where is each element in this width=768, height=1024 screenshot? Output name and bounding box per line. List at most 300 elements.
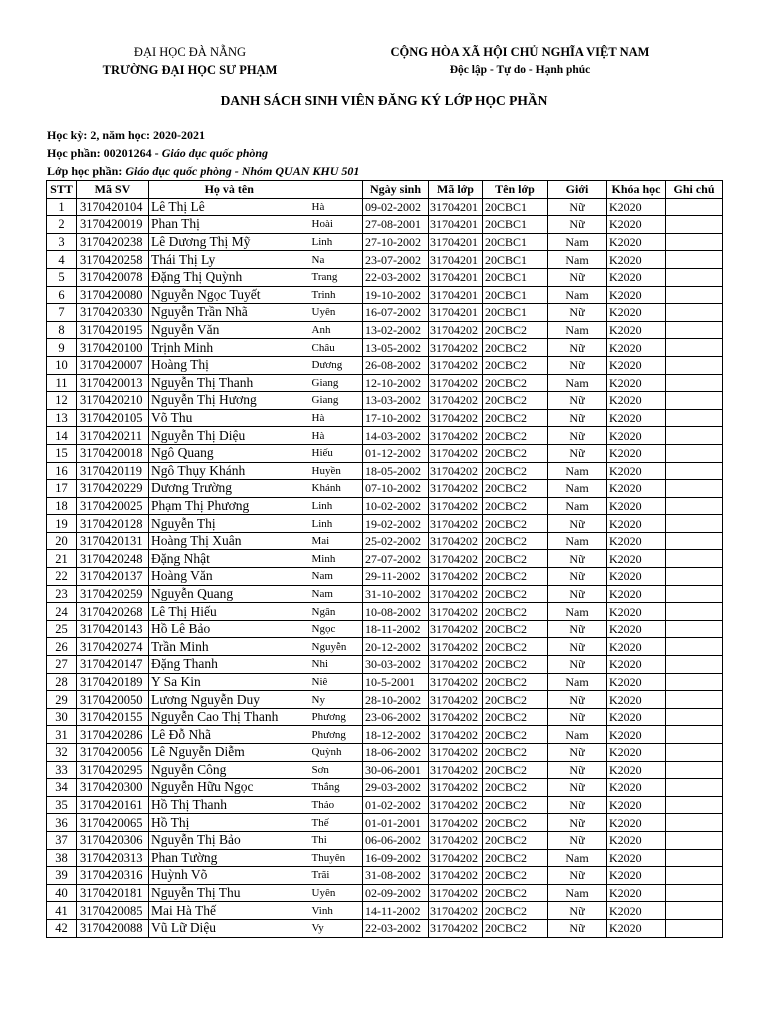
table-row [47, 198, 723, 216]
cell-ho-dem: Nguyễn Cao Thị Thanh [149, 708, 310, 726]
cell-stt: 9 [47, 339, 77, 357]
cell-gioi: Nữ [548, 268, 607, 286]
cell-gioi: Nữ [548, 444, 607, 462]
cell-ghichu [666, 321, 723, 339]
cell-malop: 31704202 [429, 374, 483, 392]
cell-masv: 3170420147 [77, 656, 149, 674]
cell-stt: 35 [47, 796, 77, 814]
cell-ngaysinh: 14-03-2002 [363, 427, 429, 445]
cell-tenlop: 20CBC2 [483, 462, 548, 480]
cell-gioi: Nam [548, 603, 607, 621]
cell-tenlop: 20CBC2 [483, 620, 548, 638]
cell-malop: 31704202 [429, 515, 483, 533]
cell-ho-dem: Nguyễn Thị Bảo [149, 831, 310, 849]
cell-tenlop: 20CBC2 [483, 585, 548, 603]
cell-khoahoc: K2020 [607, 867, 666, 885]
cell-malop: 31704202 [429, 356, 483, 374]
table-row [47, 409, 723, 427]
cell-gioi: Nam [548, 849, 607, 867]
cell-masv: 3170420259 [77, 585, 149, 603]
cell-ten: Mai [310, 532, 363, 550]
cell-ho-dem: Ngô Thụy Khánh [149, 462, 310, 480]
cell-malop: 31704202 [429, 620, 483, 638]
cell-khoahoc: K2020 [607, 919, 666, 937]
cell-masv: 3170420078 [77, 268, 149, 286]
cell-khoahoc: K2020 [607, 497, 666, 515]
cell-khoahoc: K2020 [607, 568, 666, 586]
cell-ghichu [666, 497, 723, 515]
cell-khoahoc: K2020 [607, 515, 666, 533]
cell-stt: 15 [47, 444, 77, 462]
cell-stt: 27 [47, 656, 77, 674]
cell-masv: 3170420300 [77, 779, 149, 797]
cell-ho-dem: Nguyễn Quang [149, 585, 310, 603]
cell-khoahoc: K2020 [607, 427, 666, 445]
cell-ho-dem: Ngô Quang [149, 444, 310, 462]
cell-stt: 33 [47, 761, 77, 779]
cell-tenlop: 20CBC2 [483, 902, 548, 920]
cell-masv: 3170420316 [77, 867, 149, 885]
cell-ghichu [666, 216, 723, 234]
cell-ten: Vy [310, 919, 363, 937]
cell-gioi: Nữ [548, 550, 607, 568]
cell-tenlop: 20CBC2 [483, 867, 548, 885]
cell-masv: 3170420238 [77, 233, 149, 251]
cell-ho-dem: Lê Dương Thị Mỹ [149, 233, 310, 251]
cell-ngaysinh: 01-12-2002 [363, 444, 429, 462]
cell-masv: 3170420181 [77, 884, 149, 902]
cell-tenlop: 20CBC2 [483, 409, 548, 427]
table-row [47, 867, 723, 885]
class-info [47, 164, 359, 179]
cell-masv: 3170420131 [77, 532, 149, 550]
university-name: ĐẠI HỌC ĐÀ NẴNG [133, 45, 247, 59]
cell-gioi: Nữ [548, 867, 607, 885]
cell-tenlop: 20CBC2 [483, 884, 548, 902]
cell-stt: 32 [47, 744, 77, 762]
cell-ho-dem: Hồ Lê Bảo [149, 620, 310, 638]
cell-ghichu [666, 251, 723, 269]
cell-ho-dem: Nguyễn Thị Thu [149, 884, 310, 902]
cell-malop: 31704202 [429, 585, 483, 603]
course-value: Giáo dục quốc phòng [161, 146, 269, 160]
cell-ghichu [666, 462, 723, 480]
cell-masv: 3170420295 [77, 761, 149, 779]
cell-ten: Trang [310, 268, 363, 286]
cell-khoahoc: K2020 [607, 673, 666, 691]
cell-stt: 12 [47, 392, 77, 410]
cell-khoahoc: K2020 [607, 374, 666, 392]
cell-tenlop: 20CBC2 [483, 691, 548, 709]
cell-stt: 24 [47, 603, 77, 621]
col-gioi: Giới [548, 181, 607, 199]
cell-gioi: Nữ [548, 392, 607, 410]
cell-khoahoc: K2020 [607, 726, 666, 744]
cell-malop: 31704202 [429, 568, 483, 586]
table-row [47, 849, 723, 867]
cell-ngaysinh: 01-01-2001 [363, 814, 429, 832]
cell-ngaysinh: 01-02-2002 [363, 796, 429, 814]
cell-gioi: Nam [548, 532, 607, 550]
table-row [47, 796, 723, 814]
cell-ho-dem: Lê Thị Hiếu [149, 603, 310, 621]
cell-khoahoc: K2020 [607, 356, 666, 374]
cell-khoahoc: K2020 [607, 585, 666, 603]
cell-khoahoc: K2020 [607, 656, 666, 674]
cell-stt: 26 [47, 638, 77, 656]
cell-ngaysinh: 19-10-2002 [363, 286, 429, 304]
table-row [47, 779, 723, 797]
cell-tenlop: 20CBC2 [483, 814, 548, 832]
cell-gioi: Nữ [548, 427, 607, 445]
cell-ho-dem: Phạm Thị Phương [149, 497, 310, 515]
cell-ghichu [666, 304, 723, 322]
class-label: Lớp học phần: [47, 164, 126, 178]
cell-ghichu [666, 550, 723, 568]
cell-stt: 37 [47, 831, 77, 849]
table-row [47, 691, 723, 709]
cell-ghichu [666, 603, 723, 621]
table-row [47, 286, 723, 304]
cell-masv: 3170420104 [77, 198, 149, 216]
cell-ngaysinh: 13-03-2002 [363, 392, 429, 410]
cell-khoahoc: K2020 [607, 691, 666, 709]
cell-masv: 3170420268 [77, 603, 149, 621]
cell-gioi: Nữ [548, 919, 607, 937]
cell-malop: 31704202 [429, 867, 483, 885]
cell-ngaysinh: 16-09-2002 [363, 849, 429, 867]
table-row [47, 831, 723, 849]
cell-ghichu [666, 884, 723, 902]
cell-tenlop: 20CBC2 [483, 550, 548, 568]
cell-gioi: Nữ [548, 198, 607, 216]
cell-masv: 3170420007 [77, 356, 149, 374]
cell-ngaysinh: 16-07-2002 [363, 304, 429, 322]
cell-tenlop: 20CBC2 [483, 779, 548, 797]
cell-masv: 3170420018 [77, 444, 149, 462]
col-masv: Mã SV [77, 181, 149, 199]
table-row [47, 216, 723, 234]
cell-stt: 8 [47, 321, 77, 339]
cell-ten: Ngân [310, 603, 363, 621]
cell-malop: 31704201 [429, 216, 483, 234]
cell-masv: 3170420025 [77, 497, 149, 515]
cell-ngaysinh: 09-02-2002 [363, 198, 429, 216]
cell-masv: 3170420189 [77, 673, 149, 691]
cell-ghichu [666, 673, 723, 691]
national-motto [350, 43, 690, 79]
cell-ho-dem: Trần Minh [149, 638, 310, 656]
cell-ngaysinh: 10-5-2001 [363, 673, 429, 691]
cell-tenlop: 20CBC1 [483, 304, 548, 322]
cell-ho-dem: Hoàng Thị [149, 356, 310, 374]
cell-ngaysinh: 20-12-2002 [363, 638, 429, 656]
cell-malop: 31704202 [429, 673, 483, 691]
cell-malop: 31704202 [429, 339, 483, 357]
cell-malop: 31704202 [429, 779, 483, 797]
cell-ten: Anh [310, 321, 363, 339]
cell-ho-dem: Đặng Nhật [149, 550, 310, 568]
cell-stt: 17 [47, 480, 77, 498]
cell-malop: 31704201 [429, 268, 483, 286]
table-row [47, 515, 723, 533]
cell-ghichu [666, 744, 723, 762]
cell-ghichu [666, 374, 723, 392]
cell-ten: Na [310, 251, 363, 269]
cell-khoahoc: K2020 [607, 814, 666, 832]
cell-tenlop: 20CBC2 [483, 708, 548, 726]
cell-masv: 3170420119 [77, 462, 149, 480]
cell-ngaysinh: 29-11-2002 [363, 568, 429, 586]
table-header-row [47, 181, 723, 199]
cell-ten: Huyền [310, 462, 363, 480]
cell-stt: 22 [47, 568, 77, 586]
student-table [46, 180, 723, 938]
cell-ten: Thắng [310, 779, 363, 797]
cell-tenlop: 20CBC2 [483, 796, 548, 814]
cell-ngaysinh: 07-10-2002 [363, 480, 429, 498]
cell-malop: 31704202 [429, 919, 483, 937]
cell-tenlop: 20CBC2 [483, 392, 548, 410]
cell-masv: 3170420274 [77, 638, 149, 656]
col-khoahoc: Khóa học [607, 181, 666, 199]
cell-ghichu [666, 268, 723, 286]
cell-khoahoc: K2020 [607, 638, 666, 656]
cell-khoahoc: K2020 [607, 321, 666, 339]
table-row [47, 603, 723, 621]
cell-malop: 31704202 [429, 796, 483, 814]
cell-ho-dem: Dương Trường [149, 480, 310, 498]
cell-ten: Thế [310, 814, 363, 832]
cell-ghichu [666, 568, 723, 586]
cell-stt: 20 [47, 532, 77, 550]
table-row [47, 427, 723, 445]
cell-ten: Nguyễn [310, 638, 363, 656]
cell-gioi: Nữ [548, 216, 607, 234]
cell-khoahoc: K2020 [607, 532, 666, 550]
cell-khoahoc: K2020 [607, 304, 666, 322]
cell-khoahoc: K2020 [607, 620, 666, 638]
cell-ten: Châu [310, 339, 363, 357]
cell-ngaysinh: 06-06-2002 [363, 831, 429, 849]
cell-gioi: Nữ [548, 339, 607, 357]
table-row [47, 321, 723, 339]
cell-malop: 31704202 [429, 902, 483, 920]
cell-ten: Vinh [310, 902, 363, 920]
cell-ghichu [666, 427, 723, 445]
cell-ghichu [666, 867, 723, 885]
col-ghichu: Ghi chú [666, 181, 723, 199]
cell-masv: 3170420137 [77, 568, 149, 586]
cell-khoahoc: K2020 [607, 849, 666, 867]
cell-ho-dem: Nguyễn Văn [149, 321, 310, 339]
cell-ho-dem: Lê Thị Lê [149, 198, 310, 216]
table-row [47, 620, 723, 638]
cell-tenlop: 20CBC2 [483, 673, 548, 691]
cell-khoahoc: K2020 [607, 409, 666, 427]
cell-malop: 31704202 [429, 409, 483, 427]
cell-masv: 3170420195 [77, 321, 149, 339]
cell-malop: 31704202 [429, 708, 483, 726]
cell-gioi: Nữ [548, 638, 607, 656]
cell-stt: 31 [47, 726, 77, 744]
cell-ghichu [666, 638, 723, 656]
cell-malop: 31704202 [429, 638, 483, 656]
cell-ghichu [666, 585, 723, 603]
cell-gioi: Nam [548, 251, 607, 269]
cell-ghichu [666, 286, 723, 304]
cell-tenlop: 20CBC2 [483, 532, 548, 550]
cell-ngaysinh: 14-11-2002 [363, 902, 429, 920]
cell-tenlop: 20CBC2 [483, 444, 548, 462]
cell-malop: 31704202 [429, 726, 483, 744]
cell-gioi: Nữ [548, 409, 607, 427]
cell-tenlop: 20CBC2 [483, 744, 548, 762]
cell-ho-dem: Nguyễn Công [149, 761, 310, 779]
cell-malop: 31704202 [429, 444, 483, 462]
cell-ho-dem: Phan Tường [149, 849, 310, 867]
cell-malop: 31704201 [429, 251, 483, 269]
cell-tenlop: 20CBC2 [483, 638, 548, 656]
cell-ngaysinh: 18-12-2002 [363, 726, 429, 744]
cell-ngaysinh: 23-07-2002 [363, 251, 429, 269]
semester-info: Học kỳ: 2, năm học: 2020-2021 [47, 128, 205, 142]
cell-gioi: Nữ [548, 656, 607, 674]
cell-stt: 42 [47, 919, 77, 937]
cell-gioi: Nữ [548, 304, 607, 322]
cell-ngaysinh: 18-05-2002 [363, 462, 429, 480]
cell-gioi: Nữ [548, 691, 607, 709]
cell-masv: 3170420286 [77, 726, 149, 744]
cell-masv: 3170420013 [77, 374, 149, 392]
cell-ngaysinh: 19-02-2002 [363, 515, 429, 533]
table-row [47, 251, 723, 269]
cell-ho-dem: Nguyễn Hữu Ngọc [149, 779, 310, 797]
cell-stt: 2 [47, 216, 77, 234]
cell-stt: 10 [47, 356, 77, 374]
cell-gioi: Nam [548, 726, 607, 744]
table-row [47, 902, 723, 920]
cell-ngaysinh: 27-10-2002 [363, 233, 429, 251]
cell-gioi: Nữ [548, 902, 607, 920]
cell-ten: Trinh [310, 286, 363, 304]
cell-ten: Hà [310, 198, 363, 216]
cell-malop: 31704202 [429, 849, 483, 867]
cell-tenlop: 20CBC2 [483, 568, 548, 586]
cell-ngaysinh: 23-06-2002 [363, 708, 429, 726]
cell-gioi: Nam [548, 884, 607, 902]
cell-khoahoc: K2020 [607, 251, 666, 269]
cell-ghichu [666, 339, 723, 357]
table-row [47, 462, 723, 480]
cell-ten: Khánh [310, 480, 363, 498]
cell-ngaysinh: 22-03-2002 [363, 919, 429, 937]
cell-ho-dem: Hoàng Thị Xuân [149, 532, 310, 550]
cell-tenlop: 20CBC1 [483, 286, 548, 304]
cell-gioi: Nữ [548, 831, 607, 849]
cell-ten: Sơn [310, 761, 363, 779]
table-row [47, 919, 723, 937]
cell-gioi: Nữ [548, 356, 607, 374]
table-row [47, 744, 723, 762]
cell-ngaysinh: 12-10-2002 [363, 374, 429, 392]
school-name: TRƯỜNG ĐẠI HỌC SƯ PHẠM [102, 63, 278, 77]
cell-ngaysinh: 10-02-2002 [363, 497, 429, 515]
cell-ho-dem: Thái Thị Ly [149, 251, 310, 269]
cell-malop: 31704202 [429, 603, 483, 621]
cell-ten: Linh [310, 233, 363, 251]
cell-ngaysinh: 29-03-2002 [363, 779, 429, 797]
cell-masv: 3170420210 [77, 392, 149, 410]
cell-tenlop: 20CBC2 [483, 427, 548, 445]
cell-ngaysinh: 22-03-2002 [363, 268, 429, 286]
cell-ten: Hiếu [310, 444, 363, 462]
cell-ghichu [666, 779, 723, 797]
col-malop: Mã lớp [429, 181, 483, 199]
cell-khoahoc: K2020 [607, 831, 666, 849]
cell-stt: 13 [47, 409, 77, 427]
cell-gioi: Nam [548, 321, 607, 339]
cell-ten: Nam [310, 568, 363, 586]
cell-ghichu [666, 849, 723, 867]
cell-ho-dem: Trịnh Minh [149, 339, 310, 357]
cell-ghichu [666, 691, 723, 709]
table-row [47, 356, 723, 374]
cell-masv: 3170420080 [77, 286, 149, 304]
cell-masv: 3170420258 [77, 251, 149, 269]
cell-ngaysinh: 25-02-2002 [363, 532, 429, 550]
cell-stt: 38 [47, 849, 77, 867]
cell-ho-dem: Nguyễn Ngọc Tuyết [149, 286, 310, 304]
cell-khoahoc: K2020 [607, 392, 666, 410]
cell-ngaysinh: 27-08-2001 [363, 216, 429, 234]
cell-stt: 6 [47, 286, 77, 304]
cell-ghichu [666, 726, 723, 744]
col-hoten: Họ và tên [149, 181, 310, 199]
cell-khoahoc: K2020 [607, 708, 666, 726]
cell-ngaysinh: 18-11-2002 [363, 620, 429, 638]
cell-malop: 31704202 [429, 480, 483, 498]
cell-gioi: Nam [548, 497, 607, 515]
cell-ngaysinh: 10-08-2002 [363, 603, 429, 621]
cell-ten: Thuyên [310, 849, 363, 867]
cell-stt: 7 [47, 304, 77, 322]
cell-tenlop: 20CBC1 [483, 216, 548, 234]
cell-ho-dem: Nguyễn Thị Hương [149, 392, 310, 410]
cell-stt: 41 [47, 902, 77, 920]
cell-ghichu [666, 620, 723, 638]
cell-gioi: Nam [548, 374, 607, 392]
cell-ten: Hà [310, 427, 363, 445]
cell-tenlop: 20CBC2 [483, 603, 548, 621]
cell-gioi: Nữ [548, 814, 607, 832]
cell-tenlop: 20CBC1 [483, 233, 548, 251]
cell-stt: 25 [47, 620, 77, 638]
cell-ten: Hà [310, 409, 363, 427]
cell-tenlop: 20CBC2 [483, 321, 548, 339]
cell-masv: 3170420019 [77, 216, 149, 234]
cell-ten: Hoài [310, 216, 363, 234]
cell-ghichu [666, 392, 723, 410]
cell-tenlop: 20CBC2 [483, 374, 548, 392]
cell-tenlop: 20CBC2 [483, 356, 548, 374]
cell-ten: Uyên [310, 884, 363, 902]
cell-malop: 31704201 [429, 304, 483, 322]
table-row [47, 638, 723, 656]
cell-ho-dem: Võ Thu [149, 409, 310, 427]
cell-khoahoc: K2020 [607, 444, 666, 462]
cell-ghichu [666, 656, 723, 674]
